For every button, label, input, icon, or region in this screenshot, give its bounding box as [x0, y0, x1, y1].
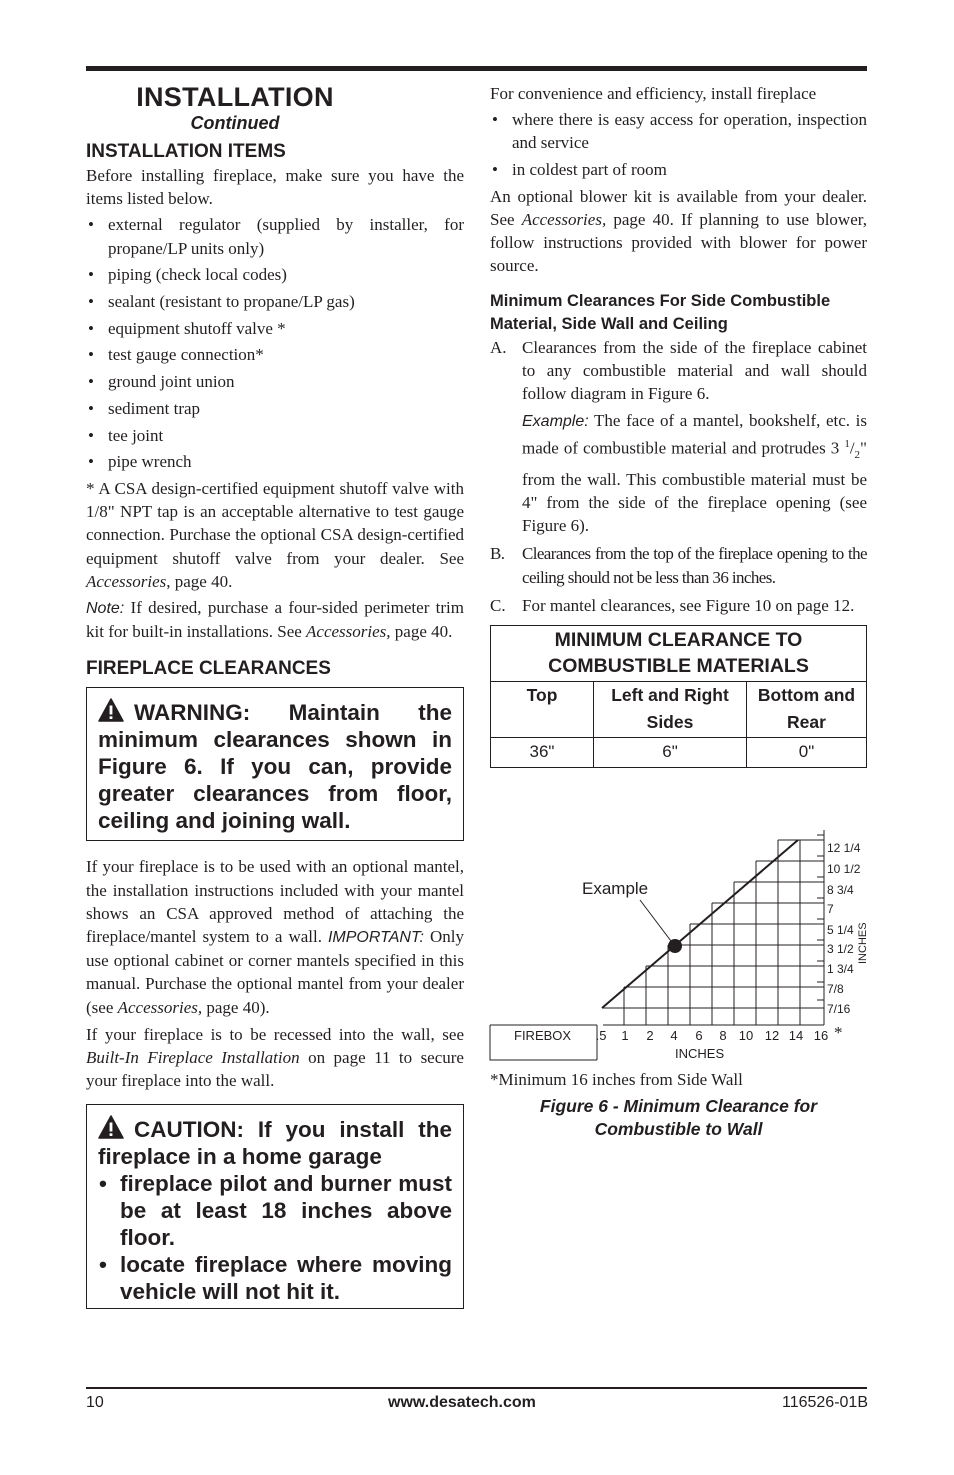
- list-item: A. Clearances from the side of the fireplace cabinet to any combustible material and wall should follow diagram in Figure 6. Example: The face of a mantel, bookshelf, etc. is made of combustible material and protrudes 3 $^1/_2$" from the wall. This combustible material must be 4" from the side of the fireplace opening (see Figure 6).: [490, 336, 867, 538]
- clearance-diagram: [486, 825, 876, 1070]
- example-pointer: [640, 900, 674, 945]
- caution-box: [86, 1104, 464, 1309]
- important-label: IMPORTANT:: [327, 928, 424, 946]
- installation-items-intro: Before installing fireplace, make sure you have the items listed below.: [86, 166, 464, 209]
- warning-triangle-icon: [98, 698, 124, 722]
- y-axis-label: INCHES: [857, 922, 869, 964]
- caution-item: • locate fireplace where moving vehicle will not hit it.: [98, 1251, 452, 1305]
- document-code: 116526-01B: [782, 1394, 868, 1411]
- warning-triangle-icon: [98, 1115, 124, 1139]
- left-column: [86, 82, 464, 1309]
- list-item: C. For mantel clearances, see Figure 10 on page 12.: [490, 595, 855, 615]
- built-in-reference: Built-In Fireplace Installation: [86, 1047, 300, 1067]
- accessories-reference: Accessories: [86, 571, 167, 591]
- min-clearances-heading: Minimum Clearances For Side Combustible Material, Side Wall and Ceiling: [490, 291, 831, 333]
- x-tick-label: 12: [764, 1028, 780, 1043]
- installation-items-list: [86, 213, 464, 473]
- page-number: 10: [86, 1394, 104, 1411]
- list-item: • test gauge connection*: [86, 343, 464, 366]
- x-axis-label: INCHES: [675, 1046, 725, 1061]
- list-item: • tee joint: [86, 424, 464, 447]
- figure-block: [490, 1068, 867, 1141]
- accessories-reference: Accessories,: [306, 622, 391, 642]
- warning-box: [86, 687, 464, 841]
- location-intro: For convenience and efficiency, install fireplace: [490, 84, 817, 103]
- list-item: • sediment trap: [86, 397, 464, 420]
- list-item: • in coldest part of room: [490, 158, 867, 181]
- list-item: • where there is easy access for operation, inspection and service: [490, 108, 867, 154]
- y-tick-label: 10 1/2: [827, 862, 861, 876]
- list-item: • external regulator (supplied by installer, for propane/LP units only): [86, 213, 464, 259]
- x-tick-label: 10: [738, 1028, 754, 1043]
- x-tick-label: 4: [670, 1028, 678, 1043]
- warning-text: WARNING: Maintain the minimum clearances shown in Figure 6. If you can, provide greater clearances from floor, ceiling and joining wall.: [98, 700, 452, 834]
- figure-note: *Minimum 16 inches from Side Wall: [490, 1070, 743, 1089]
- y-tick-label: 8 3/4: [827, 883, 854, 897]
- top-rule: [86, 66, 867, 71]
- y-tick-label: 3 1/2: [827, 942, 854, 956]
- list-item: • piping (check local codes): [86, 263, 464, 286]
- table-cell: 0": [747, 737, 867, 767]
- y-tick-label: 1 3/4: [827, 962, 854, 976]
- table-header-cell: Top: [491, 681, 594, 737]
- caution-title: CAUTION: If you install the fireplace in a home garage: [98, 1117, 452, 1170]
- table-header-cell: Bottom and Rear: [747, 681, 867, 737]
- y-tick-label: 7/16: [827, 1002, 851, 1016]
- fireplace-clearances-heading: FIREPLACE CLEARANCES: [86, 658, 331, 680]
- list-item: • sealant (resistant to propane/LP gas): [86, 290, 464, 313]
- table-cell: 36": [491, 737, 594, 767]
- clearance-steps: [490, 336, 867, 617]
- x-tick-label: 14: [788, 1028, 804, 1043]
- x-tick-label: 1: [621, 1028, 629, 1043]
- example-paragraph: Example: The face of a mantel, bookshelf, etc. is made of combustible material and protrudes 3 $^1/_2$" from the wall. This combustible material must be 4" from the side of the fireplace opening (see Figure 6).: [522, 411, 867, 536]
- recessed-paragraph: If your fireplace is to be recessed into the wall, see Built-In Fireplace Installation on page 11 to secure your fireplace into the wall.: [86, 1024, 464, 1091]
- page-subtitle: Continued: [190, 113, 280, 133]
- x-asterisk: *: [834, 1023, 843, 1042]
- bottom-rule: [86, 1387, 867, 1389]
- note-label: Note:: [86, 599, 125, 617]
- y-tick-label: 7: [827, 902, 834, 916]
- example-label: Example: [582, 879, 649, 898]
- caution-item: • fireplace pilot and burner must be at least 18 inches above floor.: [98, 1170, 452, 1251]
- x-tick-label: 16: [813, 1028, 829, 1043]
- diagram-grid: [490, 830, 824, 1060]
- x-tick-label: 2: [646, 1028, 654, 1043]
- clearance-table: [490, 625, 867, 768]
- footer-url: www.desatech.com: [388, 1394, 536, 1411]
- accessories-reference: Accessories,: [117, 997, 203, 1017]
- list-item: • ground joint union: [86, 370, 464, 393]
- figure-caption: Figure 6 - Minimum Clearance for Combustible to Wall: [539, 1096, 818, 1140]
- x-tick-label: 8: [719, 1028, 727, 1043]
- accessories-reference: Accessories,: [521, 210, 607, 230]
- x-tick-label: 6: [695, 1028, 703, 1043]
- blower-paragraph: An optional blower kit is available from your dealer. See Accessories, page 40. If planning to use blower, follow instructions provided with blower for power source.: [490, 186, 867, 276]
- location-list: [490, 108, 867, 181]
- caution-list: [98, 1170, 452, 1305]
- list-item: • pipe wrench: [86, 450, 464, 473]
- list-item: • equipment shutoff valve *: [86, 317, 464, 340]
- trim-kit-note: Note: If desired, purchase a four-sided perimeter trim kit for built-in installations. See Accessories, page 40.: [86, 597, 464, 642]
- clearance-table-title: MINIMUM CLEARANCE TO COMBUSTIBLE MATERIALS: [491, 625, 867, 681]
- mantel-paragraph: If your fireplace is to be used with an optional mantel, the installation instructions included with your mantel shows an CSA approved method of attaching the fireplace/mantel system to a wall. IMPORTANT: Only use optional cabinet or corner mantels specified in this manual. Purchase the optional mantel from your dealer (see Accessories, page 40).: [86, 857, 464, 1017]
- table-cell: 6": [594, 737, 747, 767]
- firebox-label: FIREBOX: [514, 1028, 572, 1043]
- installation-items-heading: INSTALLATION ITEMS: [86, 141, 286, 162]
- example-point: [668, 939, 682, 953]
- right-column: [490, 82, 867, 768]
- page-title: INSTALLATION: [136, 82, 334, 112]
- table-header-cell: Left and Right Sides: [594, 681, 747, 737]
- shutoff-valve-footnote: * A CSA design-certified equipment shutoff valve with 1/8" NPT tap is an acceptable alternative to test gauge connection. Purchase the optional CSA design-certified equipment shutoff valve from your dealer. See Accessories, page 40.: [86, 478, 464, 591]
- y-tick-label: 5 1/4: [827, 923, 854, 937]
- x-tick-label: .5: [595, 1028, 607, 1043]
- example-label: Example:: [522, 413, 589, 431]
- y-tick-label: 12 1/4: [827, 841, 861, 855]
- y-tick-label: 7/8: [827, 982, 844, 996]
- list-item: B. Clearances from the top of the fireplace opening to the ceiling should not be less than 36 inches.: [490, 544, 867, 587]
